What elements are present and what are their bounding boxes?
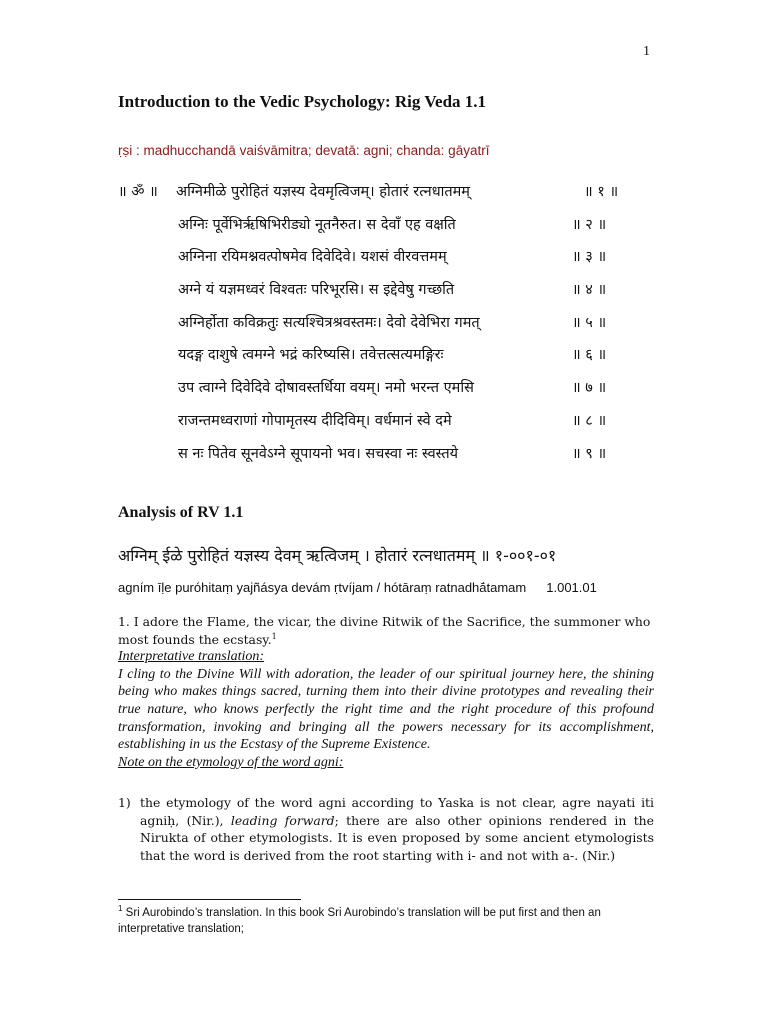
verse-number: ॥ ९ ॥ [572, 445, 607, 462]
verse1-transliteration [118, 580, 597, 595]
footnote-mark: 1 [118, 904, 123, 914]
footnote [118, 905, 654, 937]
verse-line [118, 372, 658, 405]
verse-reference: 1.001.01 [546, 580, 597, 595]
verse-number: ॥ ६ ॥ [572, 347, 607, 364]
verse-line [118, 307, 658, 340]
verse-text: स नः पितेव सूनवेऽग्ने सूपायनो भव। सचस्वा नः स्वस्तये [178, 445, 458, 462]
verse-number: ॥ १ ॥ [584, 184, 619, 200]
verse1-sanskrit: अग्निम् ईळे पुरोहितं यज्ञस्य देवम् ऋत्विजम् । होतारं रत्नधातमम् ॥ १-००१-०१ [118, 546, 557, 565]
verse-text: यदङ्ग दाशुषे त्वमग्ने भद्रं करिष्यसि। तवेत्तत्सत्यमङ्गिरः [178, 347, 444, 364]
verse-line [118, 405, 658, 438]
verse-number: ॥ ८ ॥ [572, 412, 607, 429]
verse-number: ॥ ७ ॥ [572, 380, 607, 397]
verse-text: उप त्वाग्ने दिवेदिवे दोषावस्तर्धिया वयम्। नमो भरन्त एमसि [178, 380, 474, 397]
verse-line [118, 209, 658, 242]
verse-number: ॥ ३ ॥ [572, 249, 607, 266]
analysis-heading: Analysis of RV 1.1 [118, 504, 244, 521]
verse-text: अग्निः पूर्वेभिर्ऋषिभिरीड्यो नूतनैरुत। स देवाँ एह वक्षति [178, 216, 456, 233]
verse-number: ॥ ५ ॥ [572, 314, 607, 331]
verse-text: अग्निमीळे पुरोहितं यज्ञस्य देवमृत्विजम्। होतारं रत्नधातमम् [176, 184, 470, 200]
translation-block [118, 613, 654, 771]
transliteration-text: agním īḷe puróhitaṃ yajñásya devám ṛtvíjam / hótāraṃ ratnadhā́tamam [118, 580, 527, 595]
interpretative-text: I cling to the Divine Will with adoration, the leader of our spiritual journey here, the shining being who makes things sacred, turning them into their divine prototypes and revealing their true nature, who knows perfectly the right time and the right procedure of this profound transformation, invoking and bringing all the powers necessary for its accomplishment, establishing in us the Ecstasy of the Supreme Existence. [118, 666, 654, 753]
verse-line [118, 339, 658, 372]
verse-block [118, 176, 658, 470]
verse-text: अग्ने यं यज्ञमध्वरं विश्वतः परिभूरसि। स इद्देवेषु गच्छति [178, 282, 455, 299]
verse-line [118, 241, 658, 274]
verse-text: अग्निर्होता कविक्रतुः सत्यश्चित्रश्रवस्तमः। देवो देवेभिरा गमत् [178, 314, 480, 331]
verse-line [118, 274, 658, 307]
verse-line [118, 176, 658, 209]
aurobindo-translation [118, 613, 654, 648]
translation-text: 1. I adore the Flame, the vicar, the divine Ritwik of the Sacrifice, the summoner who most founds the ecstasy. [118, 614, 651, 647]
etymology-list [118, 794, 654, 864]
footnote-text: Sri Aurobindo’s translation. In this book Sri Aurobindo’s translation will be put first and then an interpretative translation; [118, 907, 601, 935]
verse-om-marker: ॥ ॐ ॥ [118, 184, 158, 200]
verse-text: राजन्तमध्वराणां गोपामृतस्य दीदिविम्। वर्धमानं स्वे दमे [178, 412, 452, 429]
verse-text: अग्निना रयिमश्नवत्पोषमेव दिवेदिवे। यशसं वीरवत्तमम् [178, 249, 447, 266]
page-number: 1 [643, 44, 650, 59]
verse-number: ॥ ४ ॥ [572, 282, 607, 299]
verse-line [118, 438, 658, 471]
footnote-divider [118, 899, 301, 900]
verse-metadata: ṛṣi : madhucchandā vaiśvāmitra; devatā: agni; chanda: gāyatrī [118, 143, 490, 158]
verse-number: ॥ २ ॥ [572, 216, 607, 233]
list-number: 1) [118, 795, 131, 810]
page-title: Introduction to the Vedic Psychology: Rig Veda 1.1 [118, 92, 487, 111]
list-item: the etymology of the word agni according to Yaska is not clear, agre nayati iti agniḥ, (Nir.), leading forward; there are also other opinions rendered in the Nirukta of other etymologists. It is even proposed by some ancient etymologists that the word is derived from the root starting with i- and not with a-. (Nir.) [140, 795, 654, 863]
footnote-reference[interactable]: 1 [271, 631, 277, 641]
etymology-label: Note on the etymology of the word agni: [118, 754, 344, 770]
interpretative-label: Interpretative translation: [118, 649, 265, 665]
